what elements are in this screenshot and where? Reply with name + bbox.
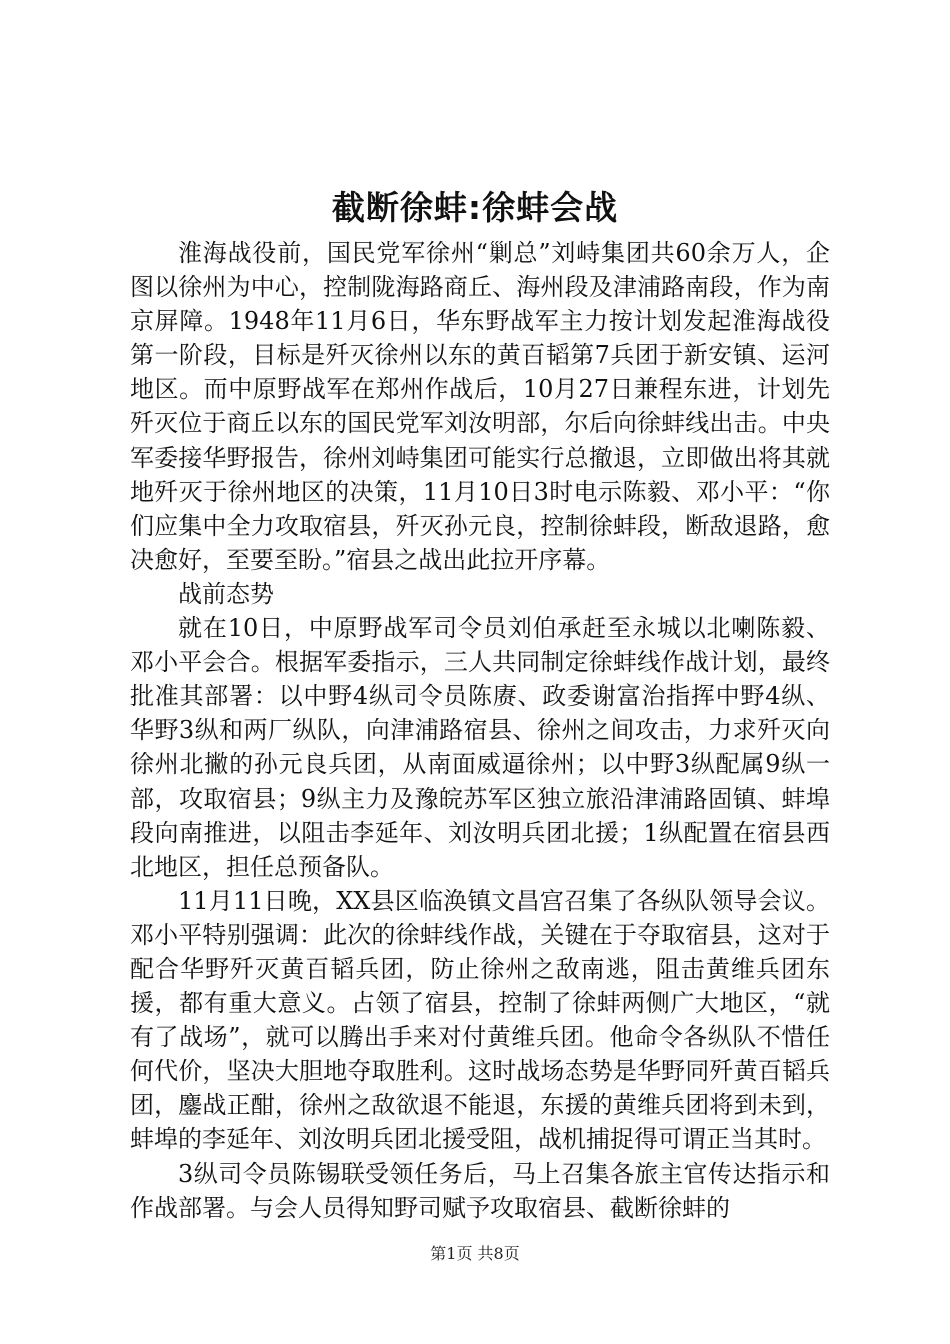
section-heading: 战前态势: [178, 579, 274, 608]
paragraph-intro: 淮海战役前，国民党军徐州“剿总”刘峙集团共60余万人，企图以徐州为中心，控制陇海路商丘、海州段及津浦路南段，作为南京屏障。1948年11月6日，华东野战军主力按计划发起淮海战役第一阶段，目标是歼灭徐州以东的黄百韬第7兵团于新安镇、运河地区。而中原野战军在郑州作战后，10月27日兼程东进，计划先歼灭位于商丘以东的国民党军刘汝明部，尔后向徐蚌线出击。中央军委接华野报告，徐州刘峙集团可能实行总撤退，立即做出将其就地歼灭于徐州地区的决策，11月10日3时电示陈毅、邓小平：“你们应集中全力攻取宿县，歼灭孙元良，控制徐蚌段，断敌退路，愈决愈好，至要至盼。”宿县之战出此拉开序幕。: [130, 239, 830, 574]
page-footer: 第1页 共8页: [430, 1244, 520, 1263]
document-body: [130, 236, 830, 1225]
paragraph-third-column: 3纵司令员陈锡联受领任务后，马上召集各旅主官传达指示和作战部署。与会人员得知野司赋予攻取宿县、截断徐蚌的: [130, 1159, 830, 1222]
document-title: 截断徐蚌:徐蚌会战: [331, 188, 619, 227]
paragraph-deployment: 就在10日，中原野战军司令员刘伯承赶至永城以北喇陈毅、邓小平会合。根据军委指示，三人共同制定徐蚌线作战计划，最终批准其部署：以中野4纵司令员陈赓、政委谢富治指挥中野4纵、华野3纵和两厂纵队，向津浦路宿县、徐州之间攻击，力求歼灭向徐州北撇的孙元良兵团，从南面威逼徐州；以中野3纵配属9纵一部，攻取宿县；9纵主力及豫皖苏军区独立旅沿津浦路固镇、蚌埠段向南推进，以阻击李延年、刘汝明兵团北援；1纵配置在宿县西北地区，担任总预备队。: [130, 614, 830, 881]
paragraph-meeting: 11月11日晚，XX县区临涣镇文昌宫召集了各纵队领导会议。邓小平特别强调：此次的徐蚌线作战，关键在于夺取宿县，这对于配合华野歼灭黄百韬兵团，防止徐州之敌南逃，阻击黄维兵团东援，都有重大意义。占领了宿县，控制了徐蚌两侧广大地区，“就有了战场”，就可以腾出手来对付黄维兵团。他命令各纵队不惜任何代价，坚决大胆地夺取胜利。这时战场态势是华野同歼黄百韬兵团，鏖战正酣，徐州之敌欲退不能退，东援的黄维兵团将到未到，蚌埠的李延年、刘汝明兵团北援受阻，战机捕捉得可谓正当其时。: [130, 886, 830, 1154]
